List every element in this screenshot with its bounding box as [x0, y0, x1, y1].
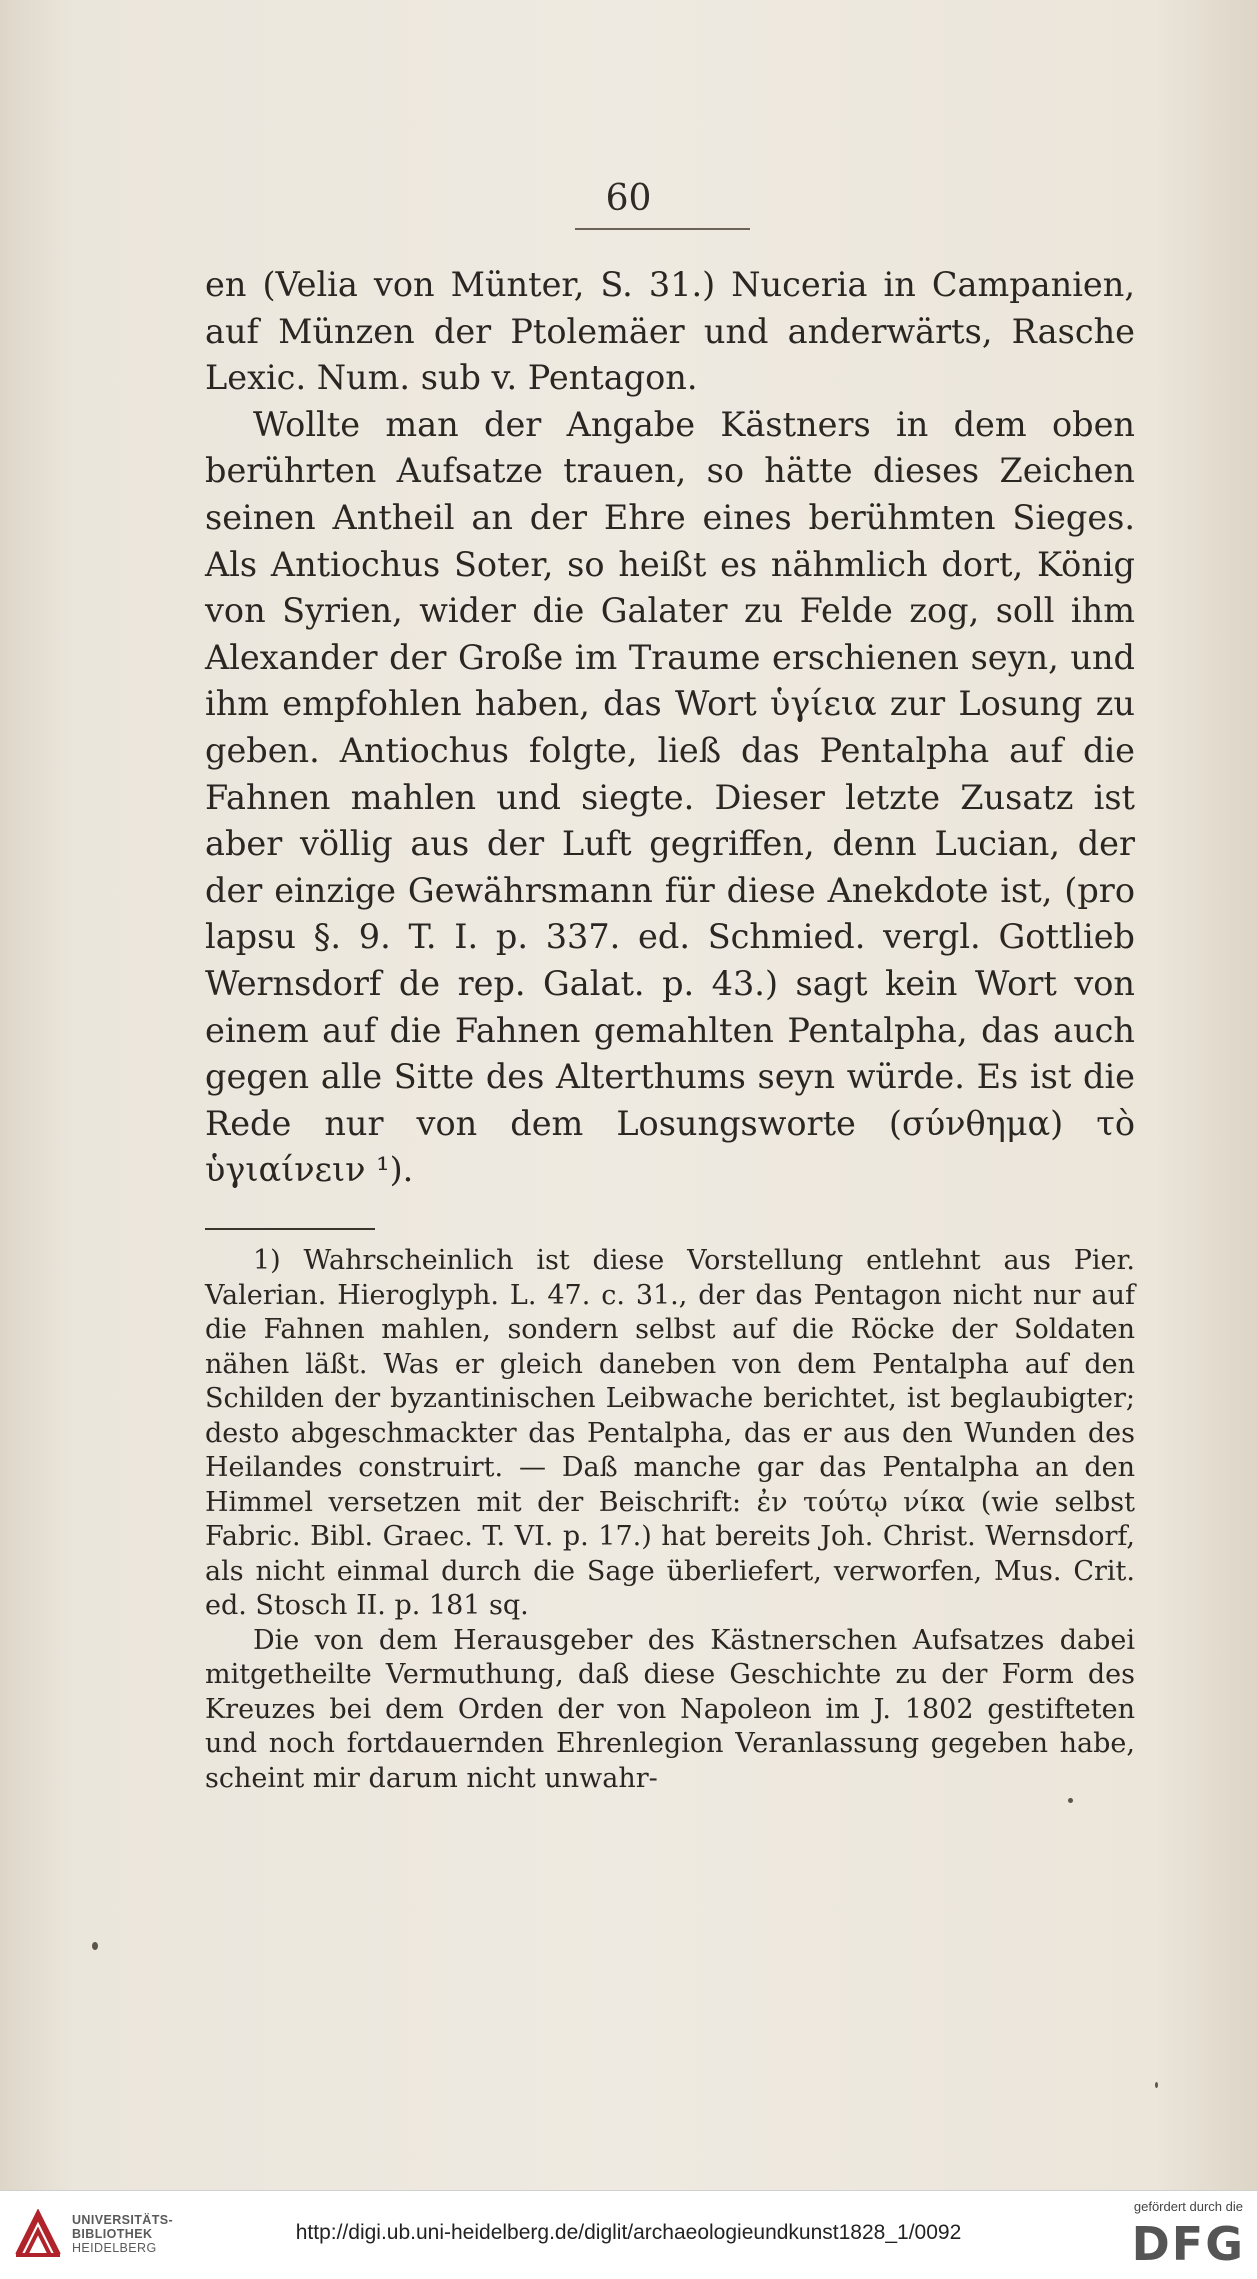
library-line-3: HEIDELBERG [72, 2241, 157, 2255]
permalink-url[interactable]: http://digi.ub.uni-heidelberg.de/diglit/archaeologieundkunst1828_1/0092 [295, 2221, 962, 2244]
page-number: 60 [605, 178, 652, 219]
paragraph-2: Wollte man der Angabe Kästners in dem oben berührten Aufsatze trauen, so hätte dieses Zeichen seinen Antheil an der Ehre eines berühmten Sieges. Als Antiochus Soter, so heißt es nähmlich dort, König von Syrien, wider die Galater zu Felde zog, soll ihm Alexander der Große im Traume erschienen seyn, und ihm empfohlen haben, das Wort ὑγίεια zur Losung zu geben. Antiochus folgte, ließ das Pentalpha auf die Fahnen mahlen und siegte. Dieser letzte Zusatz ist aber völlig aus der Luft gegriffen, denn Lucian, der der einzige Gewährsmann für diese Anekdote ist, (pro lapsu §. 9. T. I. p. 337. ed. Schmied. vergl. Gottlieb Wernsdorf de rep. Galat. p. 43.) sagt kein Wort von einem auf die Fahnen gemahlten Pentalpha, das auch gegen alle Sitte des Alterthums seyn würde. Es ist die Rede nur von dem Losungsworte (σύνθημα) τὸ ὑγιαίνειν ¹). [205, 404, 1135, 1190]
footnote-rule [205, 1228, 375, 1230]
main-text [205, 262, 1135, 1194]
footnote-1: 1) Wahrscheinlich ist diese Vorstellung entlehnt aus Pier. Valerian. Hieroglyph. L. 47. c. 31., der das Pentagon nicht nur auf die Fahnen mahlen, sondern selbst auf die Röcke der Soldaten nähen läßt. Was er gleich daneben von dem Pentalpha auf den Schilden der byzantinischen Leibwache berichtet, ist beglaubigter; desto abgeschmackter das Pentalpha, das er aus den Wunden des Heilandes construirt. — Daß manche gar das Pentalpha an den Himmel versetzen mit der Beischrift: ἐν τούτῳ νίκα (wie selbst Fabric. Bibl. Graec. T. VI. p. 17.) hat bereits Joh. Christ. Wernsdorf, als nicht einmal durch die Sage überliefert, verworfen, Mus. Crit. ed. Stosch II. p. 181 sq. [205, 1245, 1135, 1621]
paper-speck [1068, 1798, 1073, 1803]
paper-speck [92, 1942, 98, 1950]
footnote-2: Die von dem Herausgeber des Kästnerschen Aufsatzes dabei mitgetheilte Vermuthung, daß diese Geschichte zu der Form des Kreuzes bei dem Orden der von Napoleon im J. 1802 gestifteten und noch fortdauernden Ehrenlegion Veranlassung gegeben habe, scheint mir darum nicht unwahr- [205, 1624, 1135, 1794]
header-rule [575, 228, 750, 230]
paragraph-1: en (Velia von Münter, S. 31.) Nuceria in Campanien, auf Münzen der Ptolemäer und anderwärts, Rasche Lexic. Num. sub v. Pentagon. [205, 265, 1135, 398]
viewer-footer [0, 2190, 1257, 2279]
funder-caption: gefördert durch die [1133, 2199, 1243, 2214]
paper-speck [1155, 2082, 1158, 2088]
dfg-logo: DFG [1131, 2217, 1245, 2271]
library-line-2: BIBLIOTHEK [72, 2227, 153, 2241]
library-line-1: UNIVERSITÄTS- [72, 2213, 174, 2227]
footnotes [205, 1244, 1135, 1796]
